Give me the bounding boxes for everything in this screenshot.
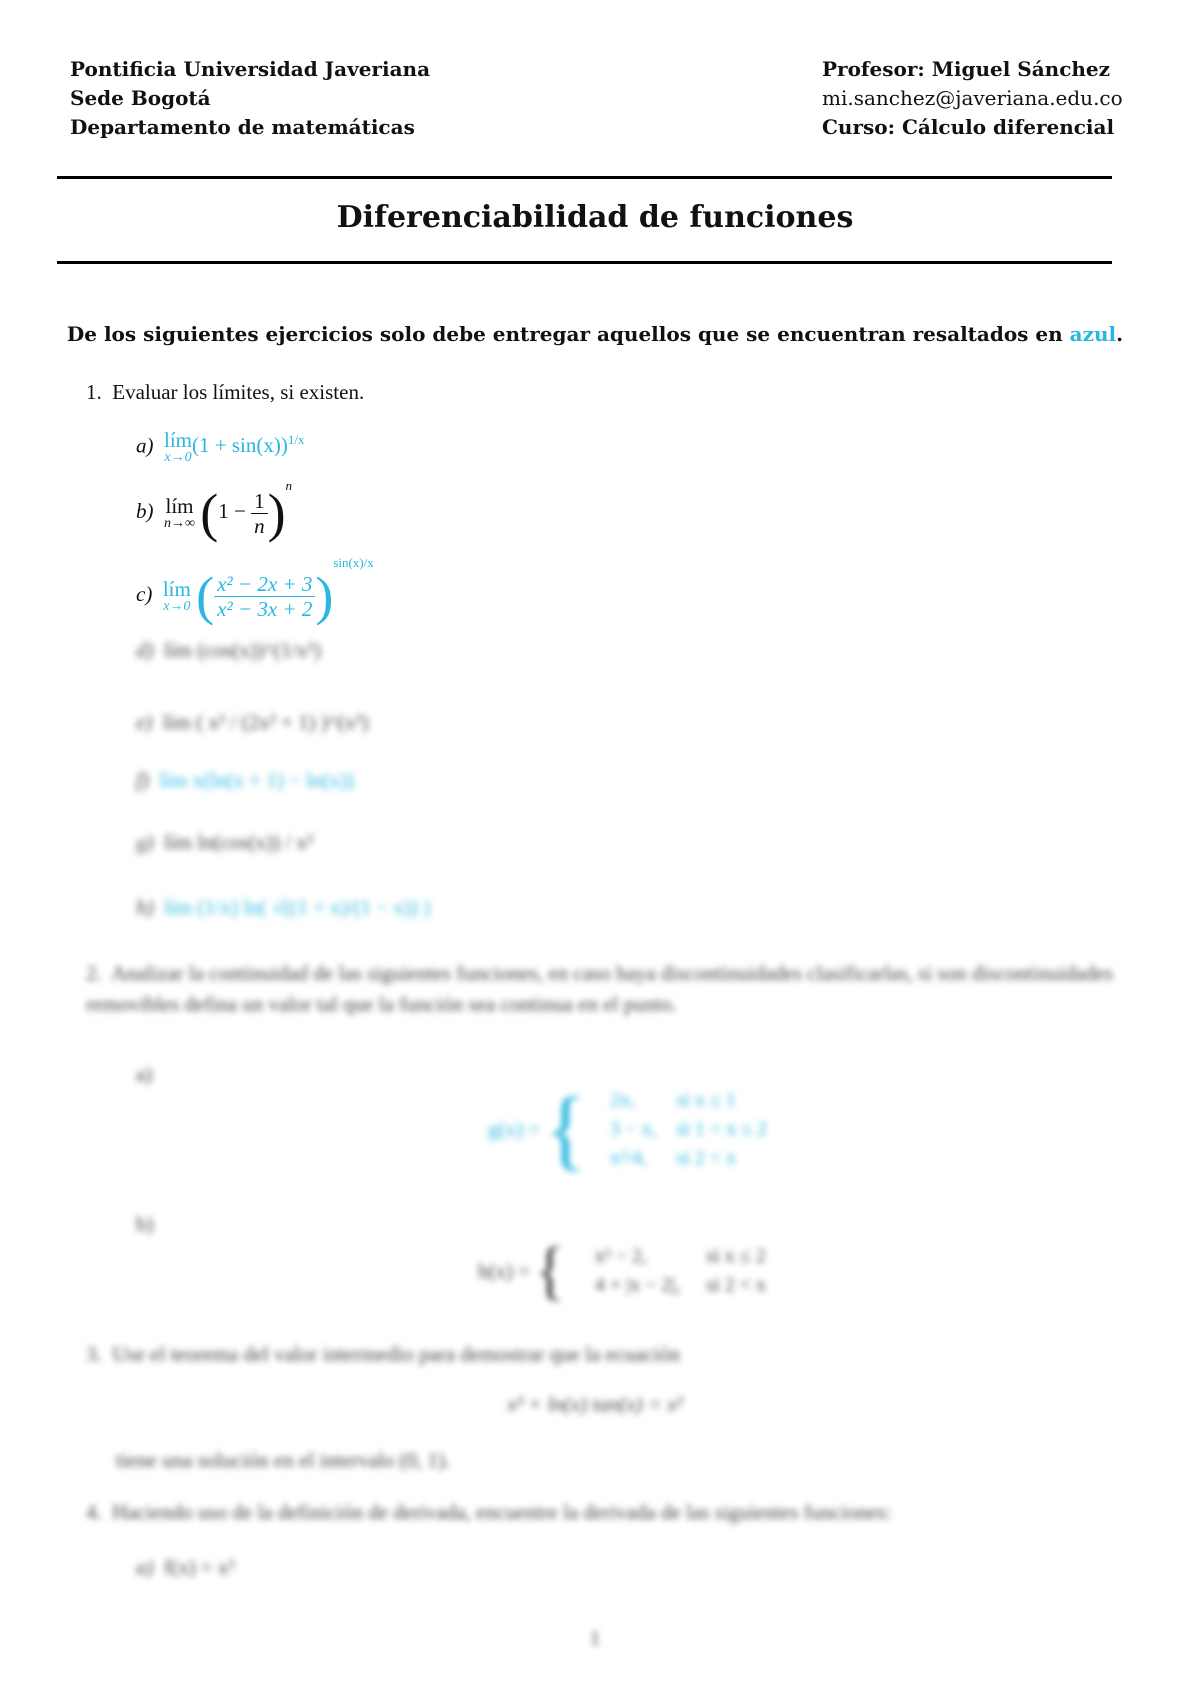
exercise-1g: g) lím ln(cos(x)) / x² bbox=[136, 830, 314, 854]
exercise-2b-function: h(x) = { x² − 2, si x ≤ 2 4 + |x − 2|, si 2 < x bbox=[478, 1234, 766, 1307]
exercise-4: 4. Haciendo uso de la definición de derivada, encuentre la derivada de las siguientes funciones: bbox=[86, 1500, 892, 1524]
campus: Sede Bogotá bbox=[70, 86, 211, 110]
email: mi.sanchez@javeriana.edu.co bbox=[822, 86, 1123, 110]
exercise-4a: a) f(x) = x² bbox=[136, 1555, 235, 1579]
exercise-1e: e) lím ( x² / (2x² + 1) )^(x²) bbox=[136, 710, 369, 734]
exercise-3-after: tiene una solución en el intervalo (0, 1). bbox=[116, 1448, 451, 1472]
header-left bbox=[70, 55, 430, 142]
exercise-1a: a) lím x→0 $(1 + \sin(x))^{1/x}$ bbox=[136, 428, 305, 465]
header-right bbox=[822, 55, 1123, 142]
highlight-word: azul bbox=[1069, 322, 1117, 346]
page-title: Diferenciabilidad de funciones bbox=[336, 200, 854, 235]
exercise-1b: b) lím n→∞ (1 − $\frac{1}{n}$ )$^n$ bbox=[136, 478, 293, 544]
department: Departamento de matemáticas bbox=[70, 115, 415, 139]
exercise-2b-label: b) bbox=[136, 1212, 154, 1236]
exercise-2a-function: g(x) = { 2x, si x ≤ 1 3 − x, si 1 < x ≤ 2 x²/4, si 2 < x bbox=[488, 1079, 768, 1179]
exercise-2: 2. Analizar la continuidad de las siguientes funciones, en caso haya discontinuidades clasificarlas, si son discontinuidades removibles defina un valor tal que la función sea continua en el punto. bbox=[86, 961, 1113, 1016]
professor: Profesor: Miguel Sánchez bbox=[822, 57, 1111, 81]
top-rule bbox=[57, 176, 1112, 179]
course: Curso: Cálculo diferencial bbox=[822, 115, 1115, 139]
exercise-1f: f) lím x(ln(x + 1) − ln(x)) bbox=[136, 768, 354, 792]
exercise-1h: h) lím (1/x) ln( √((1 + x)/(1 − x)) ) bbox=[136, 895, 431, 919]
exercise-3-equation: x³ + ln(x) tan(x) = x² bbox=[507, 1392, 683, 1416]
bottom-rule bbox=[57, 261, 1112, 264]
exercise-1: 1. Evaluar los límites, si existen. bbox=[86, 380, 365, 404]
exercise-3: 3. Use el teorema del valor intermedio para demostrar que la ecuación bbox=[86, 1342, 681, 1366]
exercise-1c: c) lím x→0 ( $\frac{\text{x² − 2x + 3}}{\text{x² − 3x + 2}}$ )$^{sin(x)/x}$ bbox=[136, 555, 374, 627]
instruction: De los siguientes ejercicios solo debe entregar aquellos que se encuentran resaltados en azul. bbox=[66, 322, 1124, 346]
exercise-2a-label: a) bbox=[136, 1062, 153, 1086]
page-number: 1 bbox=[589, 1626, 601, 1650]
university: Pontificia Universidad Javeriana bbox=[70, 57, 431, 81]
exercise-1d: d) lím (cos(x))^(1/x²) bbox=[136, 638, 321, 662]
